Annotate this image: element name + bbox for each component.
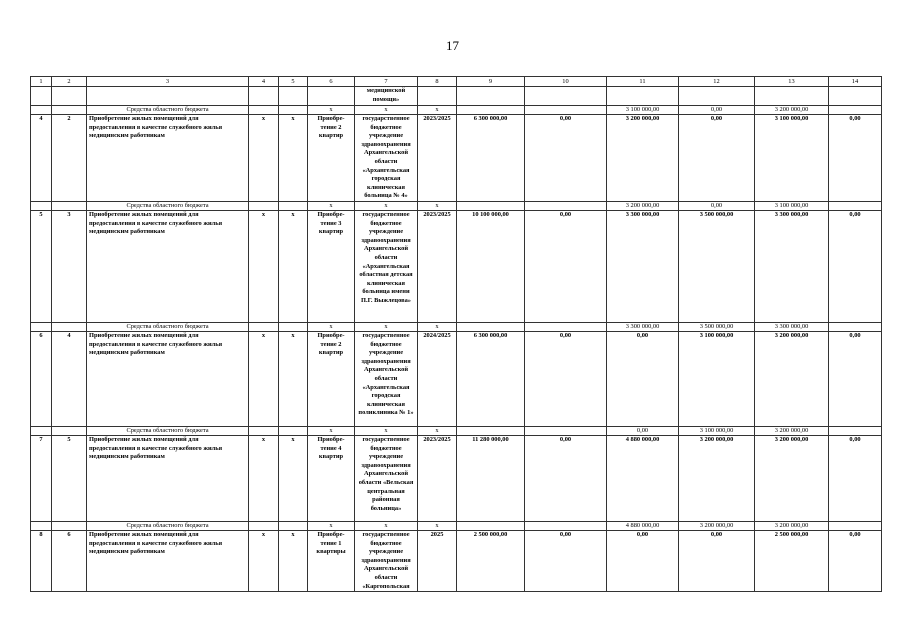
cell-c5: x bbox=[279, 331, 308, 426]
fund-x: x bbox=[355, 426, 418, 435]
cell-customer: государственное бюджетное учреждение здравоохранения Архангельской области «Вельская центральная районная больница» bbox=[355, 435, 418, 521]
fund-x: x bbox=[355, 106, 418, 115]
cell-c14: 0,00 bbox=[829, 530, 882, 591]
cell-total: 6 300 000,00 bbox=[457, 115, 525, 202]
cell-c13: 2 500 000,00 bbox=[755, 530, 829, 591]
table-row bbox=[31, 115, 882, 202]
cell-c12: 3 500 000,00 bbox=[679, 210, 755, 322]
header-cell: 10 bbox=[525, 77, 607, 87]
cell-customer: государственное бюджетное учреждение здравоохранения Архангельской области «Архангельская городская клиническая поликлиника № 1» bbox=[355, 331, 418, 426]
fund-x: x bbox=[355, 322, 418, 331]
cell-c11: 3 300 000,00 bbox=[607, 210, 679, 322]
object-name: Приобретение жилых помещений для предоставления в качестве служебного жилья медицинским работникам bbox=[87, 115, 249, 202]
cell-c11: 4 880 000,00 bbox=[607, 435, 679, 521]
fund-row bbox=[31, 521, 882, 530]
cell-c13: 3 100 000,00 bbox=[755, 115, 829, 202]
header-cell: 5 bbox=[279, 77, 308, 87]
fund-x: x bbox=[308, 426, 355, 435]
row-number: 8 bbox=[31, 530, 52, 591]
fund-x: x bbox=[418, 106, 457, 115]
row-number: 5 bbox=[31, 210, 52, 322]
cell-period: 2025 bbox=[418, 530, 457, 591]
cell-customer: государственное бюджетное учреждение здравоохранения Архангельской области «Архангельская областная детская клиническая больница имени П.Г. Выжлецова» bbox=[355, 210, 418, 322]
fund-value: 3 300 000,00 bbox=[755, 322, 829, 331]
row-subnumber: 5 bbox=[52, 435, 87, 521]
header-cell: 7 bbox=[355, 77, 418, 87]
object-name: Приобретение жилых помещений для предоставления в качестве служебного жилья медицинским работникам bbox=[87, 530, 249, 591]
row-number: 6 bbox=[31, 331, 52, 426]
object-name: Приобретение жилых помещений для предоставления в качестве служебного жилья медицинским работникам bbox=[87, 210, 249, 322]
fund-x: x bbox=[355, 521, 418, 530]
fund-row bbox=[31, 106, 882, 115]
fund-label: Средства областного бюджета bbox=[87, 106, 249, 115]
table-row bbox=[31, 435, 882, 521]
cell-period: 2023/2025 bbox=[418, 115, 457, 202]
fund-x: x bbox=[418, 322, 457, 331]
cell-c14: 0,00 bbox=[829, 331, 882, 426]
cell-c4: x bbox=[249, 210, 279, 322]
fund-value: 3 200 000,00 bbox=[607, 201, 679, 210]
fund-row bbox=[31, 426, 882, 435]
cell-c10: 0,00 bbox=[525, 530, 607, 591]
cell-c4: x bbox=[249, 530, 279, 591]
cell-c13: 3 200 000,00 bbox=[755, 331, 829, 426]
header-cell: 12 bbox=[679, 77, 755, 87]
fund-label: Средства областного бюджета bbox=[87, 521, 249, 530]
cell-period: 2024/2025 bbox=[418, 331, 457, 426]
fund-value: 0,00 bbox=[679, 106, 755, 115]
fund-x: x bbox=[418, 521, 457, 530]
fund-label: Средства областного бюджета bbox=[87, 322, 249, 331]
table-row bbox=[31, 530, 882, 591]
fund-x: x bbox=[308, 201, 355, 210]
fund-value: 3 100 000,00 bbox=[607, 106, 679, 115]
cell-c4: x bbox=[249, 115, 279, 202]
header-cell: 6 bbox=[308, 77, 355, 87]
cell-customer: государственное бюджетное учреждение здравоохранения Архангельской области «Каргопольская bbox=[355, 530, 418, 591]
fund-value: 3 200 000,00 bbox=[755, 521, 829, 530]
fund-x: x bbox=[308, 521, 355, 530]
cell-total: 6 300 000,00 bbox=[457, 331, 525, 426]
fund-value: 3 200 000,00 bbox=[755, 426, 829, 435]
header-cell: 4 bbox=[249, 77, 279, 87]
fund-value: 4 880 000,00 bbox=[607, 521, 679, 530]
header-cell: 11 bbox=[607, 77, 679, 87]
cell-capacity: Приобре-тение 2 квартир bbox=[308, 115, 355, 202]
cell-c12: 0,00 bbox=[679, 115, 755, 202]
continued-row bbox=[31, 87, 882, 106]
row-subnumber: 2 bbox=[52, 115, 87, 202]
fund-value: 3 200 000,00 bbox=[755, 106, 829, 115]
header-row bbox=[31, 77, 882, 87]
cell-c4: x bbox=[249, 331, 279, 426]
cell-c12: 3 200 000,00 bbox=[679, 435, 755, 521]
object-name: Приобретение жилых помещений для предоставления в качестве служебного жилья медицинским работникам bbox=[87, 435, 249, 521]
row-subnumber: 6 bbox=[52, 530, 87, 591]
header-cell: 9 bbox=[457, 77, 525, 87]
cell-capacity: Приобре-тение 4 квартир bbox=[308, 435, 355, 521]
cell-c11: 0,00 bbox=[607, 331, 679, 426]
fund-label: Средства областного бюджета bbox=[87, 426, 249, 435]
header-cell: 1 bbox=[31, 77, 52, 87]
header-cell: 3 bbox=[87, 77, 249, 87]
cell-c5: x bbox=[279, 530, 308, 591]
cell-c10: 0,00 bbox=[525, 435, 607, 521]
cell-capacity: Приобре-тение 1 квартиры bbox=[308, 530, 355, 591]
continued-text: медицинской помощи» bbox=[355, 87, 418, 106]
cell-c11: 0,00 bbox=[607, 530, 679, 591]
header-cell: 13 bbox=[755, 77, 829, 87]
fund-x: x bbox=[355, 201, 418, 210]
table-row bbox=[31, 331, 882, 426]
cell-capacity: Приобре-тение 2 квартир bbox=[308, 331, 355, 426]
fund-x: x bbox=[418, 201, 457, 210]
cell-c13: 3 200 000,00 bbox=[755, 435, 829, 521]
cell-c4: x bbox=[249, 435, 279, 521]
header-cell: 2 bbox=[52, 77, 87, 87]
cell-c10: 0,00 bbox=[525, 331, 607, 426]
fund-value: 3 100 000,00 bbox=[755, 201, 829, 210]
fund-value: 3 200 000,00 bbox=[679, 521, 755, 530]
cell-c14: 0,00 bbox=[829, 435, 882, 521]
budget-table bbox=[30, 76, 882, 592]
object-name: Приобретение жилых помещений для предоставления в качестве служебного жилья медицинским работникам bbox=[87, 331, 249, 426]
cell-c14: 0,00 bbox=[829, 115, 882, 202]
header-cell: 14 bbox=[829, 77, 882, 87]
cell-c10: 0,00 bbox=[525, 115, 607, 202]
fund-label: Средства областного бюджета bbox=[87, 201, 249, 210]
cell-c11: 3 200 000,00 bbox=[607, 115, 679, 202]
cell-c5: x bbox=[279, 210, 308, 322]
cell-capacity: Приобре-тение 3 квартир bbox=[308, 210, 355, 322]
cell-c13: 3 300 000,00 bbox=[755, 210, 829, 322]
page-number: 17 bbox=[446, 38, 459, 53]
table-row bbox=[31, 210, 882, 322]
cell-total: 11 280 000,00 bbox=[457, 435, 525, 521]
row-subnumber: 3 bbox=[52, 210, 87, 322]
cell-total: 2 500 000,00 bbox=[457, 530, 525, 591]
fund-row bbox=[31, 201, 882, 210]
fund-x: x bbox=[308, 106, 355, 115]
cell-c12: 3 100 000,00 bbox=[679, 331, 755, 426]
fund-value: 0,00 bbox=[607, 426, 679, 435]
cell-customer: государственное бюджетное учреждение здравоохранения Архангельской области «Архангельская городская клиническая больница № 4» bbox=[355, 115, 418, 202]
cell-c5: x bbox=[279, 115, 308, 202]
fund-row bbox=[31, 322, 882, 331]
cell-c12: 0,00 bbox=[679, 530, 755, 591]
fund-value: 3 500 000,00 bbox=[679, 322, 755, 331]
header-cell: 8 bbox=[418, 77, 457, 87]
fund-x: x bbox=[308, 322, 355, 331]
fund-value: 0,00 bbox=[679, 201, 755, 210]
cell-c5: x bbox=[279, 435, 308, 521]
cell-period: 2023/2025 bbox=[418, 435, 457, 521]
cell-period: 2023/2025 bbox=[418, 210, 457, 322]
fund-x: x bbox=[418, 426, 457, 435]
row-subnumber: 4 bbox=[52, 331, 87, 426]
cell-c10: 0,00 bbox=[525, 210, 607, 322]
fund-value: 3 100 000,00 bbox=[679, 426, 755, 435]
cell-total: 10 100 000,00 bbox=[457, 210, 525, 322]
cell-c14: 0,00 bbox=[829, 210, 882, 322]
row-number: 7 bbox=[31, 435, 52, 521]
fund-value: 3 300 000,00 bbox=[607, 322, 679, 331]
row-number: 4 bbox=[31, 115, 52, 202]
